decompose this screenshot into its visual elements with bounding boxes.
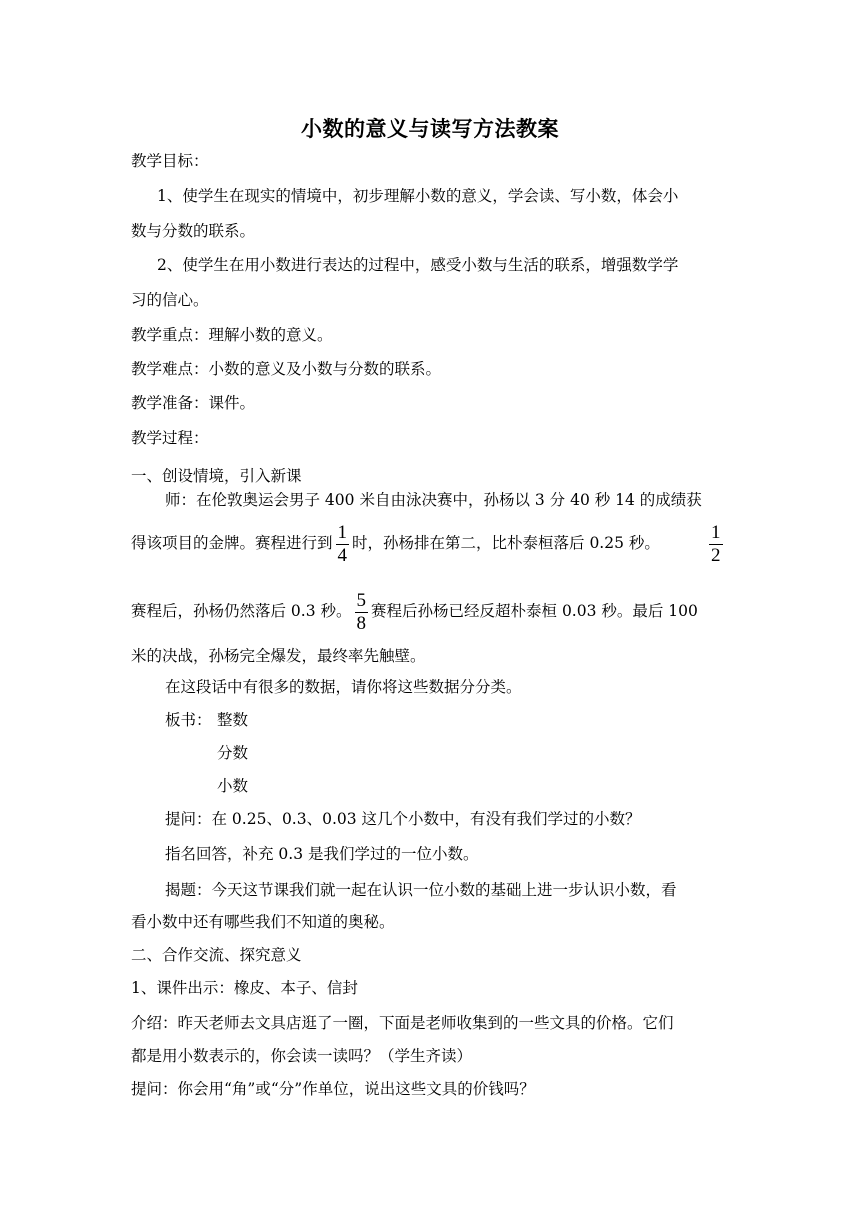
- fraction-denominator: 8: [356, 612, 367, 634]
- item-1: 1、课件出示：橡皮、本子、信封: [131, 979, 358, 997]
- classify-prompt: 在这段话中有很多的数据，请你将这些数据分分类。: [165, 678, 522, 696]
- fraction-denominator: 2: [711, 544, 721, 566]
- goal-2-line-1: 2、使学生在用小数进行表达的过程中，感受小数与生活的联系，增强数学学: [157, 256, 679, 274]
- question-1: 提问：在 0.25、0.3、0.03 这几个小数中，有没有我们学过的小数？: [165, 810, 641, 828]
- topic-line-2: 看小数中还有哪些我们不知道的奥秘。: [131, 913, 395, 931]
- page-title: 小数的意义与读写方法教案: [301, 116, 559, 141]
- fraction-one-half-wrap: [706, 521, 726, 567]
- goals-heading: 教学目标：: [131, 152, 209, 170]
- difficulty: 教学难点：小数的意义及小数与分数的联系。: [131, 360, 442, 378]
- goal-2-line-2: 习的信心。: [131, 291, 209, 309]
- story-line-3-text-a: 赛程后，孙杨仍然落后 0.3 秒。: [131, 602, 352, 620]
- story-line-3-text-b: 赛程后孙杨已经反超朴泰桓 0.03 秒。最后 100: [371, 602, 698, 620]
- section-2-heading: 二、合作交流、探究意义: [131, 946, 302, 964]
- board-item-decimal: 小数: [217, 777, 249, 795]
- section-1-heading: 一、创设情境，引入新课: [131, 467, 302, 485]
- answer-1: 指名回答，补充 0.3 是我们学过的一位小数。: [165, 845, 479, 863]
- intro-line-1: 介绍：昨天老师去文具店逛了一圈，下面是老师收集到的一些文具的价格。它们: [131, 1014, 674, 1032]
- goal-1-line-2: 数与分数的联系。: [131, 222, 256, 240]
- topic-line-1: 揭题：今天这节课我们就一起在认识一位小数的基础上进一步认识小数，看: [165, 881, 677, 899]
- fraction-five-eighths: [355, 590, 369, 635]
- story-line-2: [131, 521, 660, 567]
- story-line-3: [131, 589, 698, 635]
- board-item-integer: 整数: [217, 711, 249, 729]
- fraction-numerator: 1: [711, 521, 721, 543]
- story-line-4: 米的决战，孙杨完全爆发，最终率先触壁。: [131, 647, 426, 665]
- story-line-1: 师：在伦敦奥运会男子 400 米自由泳决赛中，孙杨以 3 分 40 秒 14 的成绩获: [165, 491, 702, 509]
- question-2: 提问：你会用“角”或“分”作单位，说出这些文具的价钱吗？: [131, 1080, 535, 1098]
- board-label: 板书：: [165, 711, 212, 729]
- fraction-one-half: [709, 522, 723, 567]
- key-point: 教学重点：理解小数的意义。: [131, 326, 333, 344]
- fraction-denominator: 4: [337, 544, 348, 566]
- board-item-fraction: 分数: [217, 744, 249, 762]
- fraction-numerator: 5: [356, 589, 367, 611]
- intro-line-2: 都是用小数表示的，你会读一读吗？（学生齐读）: [131, 1047, 473, 1065]
- fraction-one-quarter: [336, 522, 350, 567]
- process-heading: 教学过程：: [131, 429, 209, 447]
- story-line-2-text-b: 时，孙杨排在第二，比朴泰桓落后 0.25 秒。: [352, 534, 660, 552]
- preparation: 教学准备：课件。: [131, 394, 256, 412]
- goal-1-line-1: 1、使学生在现实的情境中，初步理解小数的意义，学会读、写小数，体会小: [157, 187, 679, 205]
- fraction-numerator: 1: [337, 521, 348, 543]
- story-line-2-text-a: 得该项目的金牌。赛程进行到: [131, 534, 333, 552]
